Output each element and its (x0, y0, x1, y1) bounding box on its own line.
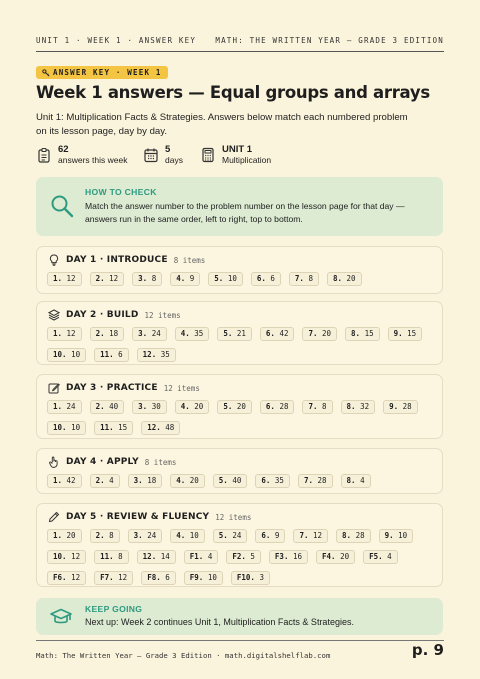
answer-number: 7. (294, 274, 304, 283)
answer-value: 12 (109, 274, 119, 283)
answer-chip (184, 550, 219, 564)
answer-chip (316, 550, 355, 564)
answer-number: 4. (180, 402, 190, 411)
page-footer (36, 640, 444, 662)
answer-chip (175, 400, 210, 414)
clipboard-icon (36, 147, 52, 163)
answer-value: 3 (259, 573, 264, 582)
answer-chip (379, 529, 414, 543)
answer-chip (47, 327, 82, 341)
answer-number: 8. (342, 531, 352, 540)
answer-value: 10 (71, 423, 81, 432)
answer-chip (184, 571, 223, 585)
answer-value: 20 (66, 531, 76, 540)
stat-answers (36, 144, 143, 165)
answer-number: F4. (322, 552, 336, 561)
stat-value: 62 (58, 144, 69, 155)
answer-chip (47, 550, 86, 564)
answer-chip (383, 400, 418, 414)
answer-chip (170, 272, 200, 286)
intro-text: Unit 1: Multiplication Facts & Strategies. Answers below match each numbered problem on its lesson page, day by day. (36, 112, 408, 137)
answer-value: 9 (189, 274, 195, 283)
day-item-count: 12 items (215, 512, 252, 522)
keep-going-callout (36, 598, 443, 635)
answer-chip (137, 348, 176, 362)
footer-text: Math: The Written Year — Grade 3 Edition · math.digitalshelflab.com (36, 651, 331, 660)
answer-value: 28 (279, 402, 289, 411)
answer-number: 4. (176, 476, 186, 485)
day-title: DAY 4 · APPLY (66, 457, 139, 467)
day-title: DAY 5 · REVIEW & FLUENCY (66, 512, 210, 522)
day-item-count: 8 items (173, 255, 206, 265)
answer-value: 8 (118, 552, 123, 561)
answer-number: 11. (100, 552, 114, 561)
answer-value: 8 (109, 531, 114, 540)
answer-chip (132, 400, 167, 414)
answer-chip (260, 400, 295, 414)
running-head-left: UNIT 1 · WEEK 1 · ANSWER KEY (36, 36, 197, 45)
answer-chip (47, 571, 86, 585)
callout-body: Match the answer number to the problem number on the lesson page for that day — answers run in the same order, left to right, top to bottom. (85, 201, 405, 224)
answer-number: 4. (176, 274, 186, 283)
callout-title: KEEP GOING (85, 604, 143, 614)
answer-value: 30 (151, 402, 161, 411)
answer-value: 8 (308, 274, 313, 283)
answer-chip (260, 327, 295, 341)
answer-number: 5. (223, 329, 233, 338)
answer-value: 10 (227, 274, 237, 283)
day-3-card (36, 374, 443, 439)
answer-chip (47, 421, 86, 435)
answer-value: 24 (66, 402, 76, 411)
answer-value: 35 (194, 329, 204, 338)
answer-value: 28 (317, 476, 327, 485)
answer-number: 3. (138, 402, 148, 411)
answer-value: 40 (232, 476, 242, 485)
answer-value: 4 (360, 476, 365, 485)
answer-chip (47, 348, 86, 362)
answer-number: 4. (176, 531, 186, 540)
callout-body: Next up: Week 2 continues Unit 1, Multiplication Facts & Strategies. (85, 617, 354, 627)
day-1-card (36, 246, 443, 294)
day-header (48, 254, 205, 266)
answer-chip (94, 348, 129, 362)
answer-value: 20 (194, 402, 204, 411)
stat-unit (200, 144, 271, 165)
answer-number: F1. (189, 552, 204, 561)
page-title: Week 1 answers — Equal groups and arrays (36, 83, 430, 102)
answer-value: 24 (232, 531, 242, 540)
answer-chip (208, 272, 243, 286)
answer-number: 3. (133, 531, 143, 540)
answer-number: 6. (256, 274, 266, 283)
answer-number: 1. (53, 274, 63, 283)
callout-title: HOW TO CHECK (85, 187, 157, 197)
day-5-card (36, 503, 443, 587)
answer-number: 2. (95, 476, 105, 485)
answer-value: 6 (270, 274, 275, 283)
day-header (48, 456, 176, 468)
graduation-cap-icon (50, 606, 72, 628)
answer-chip (90, 272, 125, 286)
stats-row (36, 144, 271, 165)
magnifier-icon (50, 194, 74, 218)
answer-chip (132, 272, 162, 286)
key-icon (42, 69, 50, 77)
answer-value: 8 (151, 274, 157, 283)
answer-chips (47, 529, 436, 585)
answer-number: 12. (142, 350, 157, 359)
answer-chips (47, 272, 436, 286)
answer-number: 9. (393, 329, 403, 338)
answer-chip (251, 272, 281, 286)
answer-number: F7. (100, 573, 114, 582)
answer-chip (90, 400, 125, 414)
running-head (36, 36, 444, 52)
answer-number: 8. (351, 329, 361, 338)
answer-chip (47, 474, 82, 488)
answer-number: 8. (346, 402, 356, 411)
answer-number: 5. (218, 531, 228, 540)
answer-value: 10 (207, 573, 217, 582)
day-item-count: 12 items (163, 383, 200, 393)
answer-number: 7. (308, 329, 318, 338)
answer-value: 35 (160, 350, 170, 359)
answer-value: 42 (66, 476, 76, 485)
answer-value: 18 (109, 329, 119, 338)
answer-number: 9. (389, 402, 399, 411)
how-to-check-callout (36, 177, 443, 236)
answer-chip (302, 400, 332, 414)
answer-value: 20 (236, 402, 246, 411)
answer-chip (341, 400, 376, 414)
answer-number: 5. (214, 274, 224, 283)
answer-chip (132, 327, 167, 341)
answer-number: 10. (53, 423, 67, 432)
day-header (48, 511, 251, 523)
answer-value: 24 (151, 329, 161, 338)
answer-number: 10. (53, 552, 67, 561)
answer-value: 20 (340, 552, 350, 561)
stat-days (143, 144, 200, 165)
answer-chips (47, 474, 436, 488)
answer-value: 15 (407, 329, 417, 338)
answer-value: 8 (322, 402, 327, 411)
answer-chip (141, 571, 176, 585)
answer-chip (170, 529, 205, 543)
answer-value: 10 (71, 350, 81, 359)
answer-number: 2. (95, 329, 105, 338)
layers-icon (48, 309, 60, 321)
answer-chip (345, 327, 380, 341)
answer-chip (269, 550, 308, 564)
stat-label: answers this week (58, 155, 128, 165)
answer-chip (137, 550, 176, 564)
answer-chip (213, 529, 248, 543)
answer-value: 4 (109, 476, 114, 485)
answer-number: 4. (180, 329, 190, 338)
answer-value: 18 (147, 476, 157, 485)
answer-number: F5. (369, 552, 383, 561)
answer-value: 4 (387, 552, 392, 561)
answer-number: F10. (236, 573, 255, 582)
answer-value: 15 (364, 329, 374, 338)
answer-chip (255, 529, 285, 543)
answer-value: 24 (147, 531, 157, 540)
day-header (48, 382, 200, 394)
day-2-card (36, 301, 443, 365)
day-header (48, 309, 181, 321)
stat-label: Multiplication (222, 155, 272, 165)
answer-value: 6 (118, 350, 123, 359)
answer-number: F9. (189, 573, 204, 582)
answer-value: 5 (250, 552, 255, 561)
answer-number: 1. (53, 402, 63, 411)
answer-chip (90, 327, 125, 341)
answer-chip (388, 327, 423, 341)
day-title: DAY 3 · PRACTICE (66, 383, 158, 393)
hand-pointer-icon (48, 456, 60, 468)
answer-value: 4 (207, 552, 213, 561)
answer-number: 11. (100, 350, 114, 359)
answer-number: F6. (53, 573, 67, 582)
day-item-count: 8 items (144, 457, 177, 467)
answer-chip (293, 529, 328, 543)
answer-value: 21 (236, 329, 246, 338)
answer-value: 40 (109, 402, 119, 411)
answer-number: 8. (332, 274, 343, 283)
answer-number: 1. (53, 329, 63, 338)
answer-value: 14 (160, 552, 170, 561)
answer-chip (94, 421, 133, 435)
answer-chip (170, 474, 205, 488)
answer-number: 8. (346, 476, 356, 485)
answer-key-badge (36, 66, 168, 79)
answer-value: 35 (274, 476, 284, 485)
answer-value: 10 (398, 531, 408, 540)
calculator-icon (200, 147, 216, 163)
answer-chip (327, 272, 362, 286)
answer-number: 6. (265, 329, 275, 338)
answer-chip (302, 327, 337, 341)
answer-number: 3. (138, 274, 148, 283)
answer-chip (289, 272, 319, 286)
answer-value: 10 (189, 531, 199, 540)
stat-value: UNIT 1 (222, 144, 253, 155)
answer-chip (94, 550, 129, 564)
answer-number: 6. (261, 531, 271, 540)
answer-number: 6. (265, 402, 275, 411)
answer-value: 42 (279, 329, 289, 338)
day-title: DAY 2 · BUILD (66, 310, 139, 320)
answer-chip (47, 529, 82, 543)
answer-chips (47, 327, 436, 362)
answer-number: 7. (308, 402, 318, 411)
pencil-icon (48, 511, 60, 523)
answer-number: 6. (261, 476, 271, 485)
answer-value: 32 (360, 402, 370, 411)
running-head-right: MATH: THE WRITTEN YEAR — GRADE 3 EDITION (215, 36, 444, 45)
day-item-count: 12 items (144, 310, 181, 320)
answer-value: 16 (292, 552, 303, 561)
answer-chip (298, 474, 333, 488)
answer-number: 11. (100, 423, 114, 432)
answer-value: 48 (165, 423, 175, 432)
answer-chip (226, 550, 261, 564)
answer-chip (336, 529, 371, 543)
answer-chip (90, 474, 120, 488)
answer-chip (47, 400, 82, 414)
stat-value: 5 (165, 144, 171, 155)
answer-value: 20 (346, 274, 356, 283)
answer-chip (128, 529, 163, 543)
answer-value: 12 (118, 573, 128, 582)
answer-number: 10. (53, 350, 67, 359)
answer-number: F2. (232, 552, 246, 561)
answer-number: 5. (218, 476, 228, 485)
answer-number: 2. (95, 531, 105, 540)
answer-number: 12. (142, 552, 157, 561)
answer-number: 9. (384, 531, 394, 540)
answer-number: 3. (138, 329, 148, 338)
pencil-square-icon (48, 382, 60, 394)
answer-value: 12 (71, 552, 81, 561)
answer-chip (255, 474, 290, 488)
answer-value: 12 (312, 531, 323, 540)
answer-number: 2. (95, 274, 105, 283)
answer-number: 2. (95, 402, 105, 411)
answer-value: 12 (66, 274, 76, 283)
answer-value: 28 (402, 402, 412, 411)
page-number: p. 9 (411, 641, 444, 659)
answer-chip (141, 421, 180, 435)
answer-number: 3. (133, 476, 143, 485)
answer-value: 12 (66, 329, 76, 338)
answer-number: 5. (223, 402, 233, 411)
badge-label: ANSWER KEY · WEEK 1 (53, 68, 162, 77)
answer-value: 6 (165, 573, 170, 582)
calendar-icon (143, 147, 159, 163)
answer-number: 7. (303, 476, 313, 485)
lightbulb-icon (48, 254, 60, 266)
answer-chip (90, 529, 120, 543)
answer-chip (217, 400, 252, 414)
answer-chip (213, 474, 248, 488)
answer-value: 20 (189, 476, 199, 485)
stat-label: days (165, 155, 183, 165)
answer-value: 12 (71, 573, 81, 582)
answer-number: 12. (147, 423, 161, 432)
answer-chip (47, 272, 82, 286)
answer-chip (217, 327, 252, 341)
answer-value: 20 (322, 329, 332, 338)
answer-chip (363, 550, 398, 564)
answer-value: 28 (355, 531, 365, 540)
answer-number: 1. (53, 531, 63, 540)
day-4-card (36, 448, 443, 494)
answer-number: F3. (274, 552, 289, 561)
answer-chip (94, 571, 133, 585)
answer-number: 1. (53, 476, 63, 485)
day-title: DAY 1 · INTRODUCE (66, 255, 168, 265)
answer-chip (231, 571, 270, 585)
answer-chip (175, 327, 210, 341)
answer-value: 9 (274, 531, 280, 540)
answer-number: F8. (147, 573, 161, 582)
answer-number: 7. (299, 531, 309, 540)
answer-value: 15 (118, 423, 128, 432)
answer-chips (47, 400, 436, 435)
answer-chip (341, 474, 371, 488)
answer-chip (128, 474, 163, 488)
